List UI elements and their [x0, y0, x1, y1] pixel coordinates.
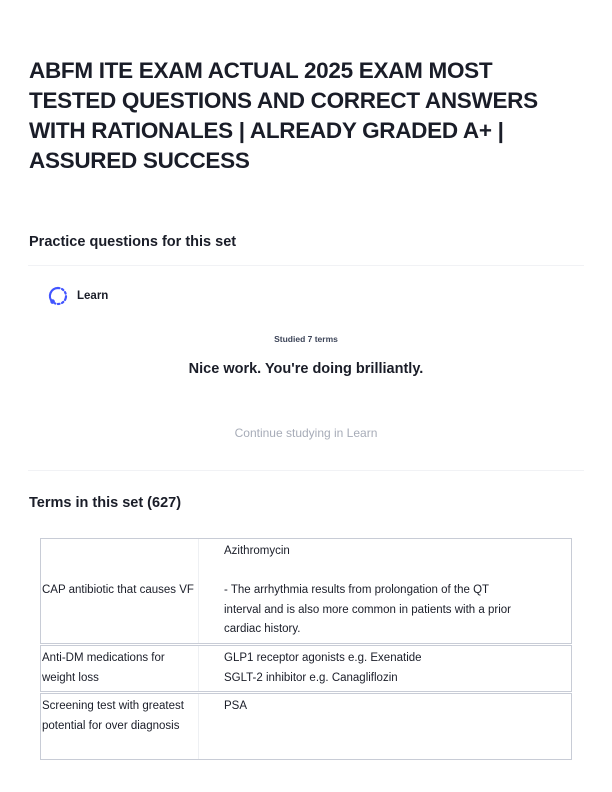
- document-title: ABFM ITE EXAM ACTUAL 2025 EXAM MOST TESTED QUESTIONS AND CORRECT ANSWERS WITH RATIONALES | ALREADY GRADED A+ | ASSURED SUCCESS: [29, 58, 538, 173]
- term-row: [40, 645, 572, 692]
- term-row: [40, 693, 572, 760]
- learn-mode-button[interactable]: [48, 286, 108, 306]
- studied-count-text: Studied 7 terms: [274, 334, 338, 344]
- definition-text: Azithromycin - The arrhythmia results from prolongation of the QT interval and is also more common in patients with a prior cardiac history.: [224, 545, 511, 635]
- term-row: [40, 538, 572, 644]
- learn-card: [28, 265, 584, 471]
- praise-message: Nice work. You're doing brilliantly.: [188, 361, 424, 377]
- term-text: Screening test with greatest potential for over diagnosis: [41, 694, 199, 759]
- definition-text: GLP1 receptor agonists e.g. Exenatide SGLT-2 inhibitor e.g. Canagliflozin: [224, 652, 422, 684]
- term-text: CAP antibiotic that causes VF: [41, 539, 199, 643]
- terms-section-heading: Terms in this set (627): [29, 495, 182, 511]
- practice-section-heading: Practice questions for this set: [29, 234, 237, 250]
- terms-table: [40, 538, 572, 760]
- learn-progress-icon: [48, 286, 68, 306]
- learn-label: Learn: [77, 290, 109, 302]
- term-text: Anti-DM medications for weight loss: [41, 646, 199, 691]
- continue-learn-link[interactable]: Continue studying in Learn: [234, 426, 378, 440]
- definition-text: PSA: [224, 700, 248, 712]
